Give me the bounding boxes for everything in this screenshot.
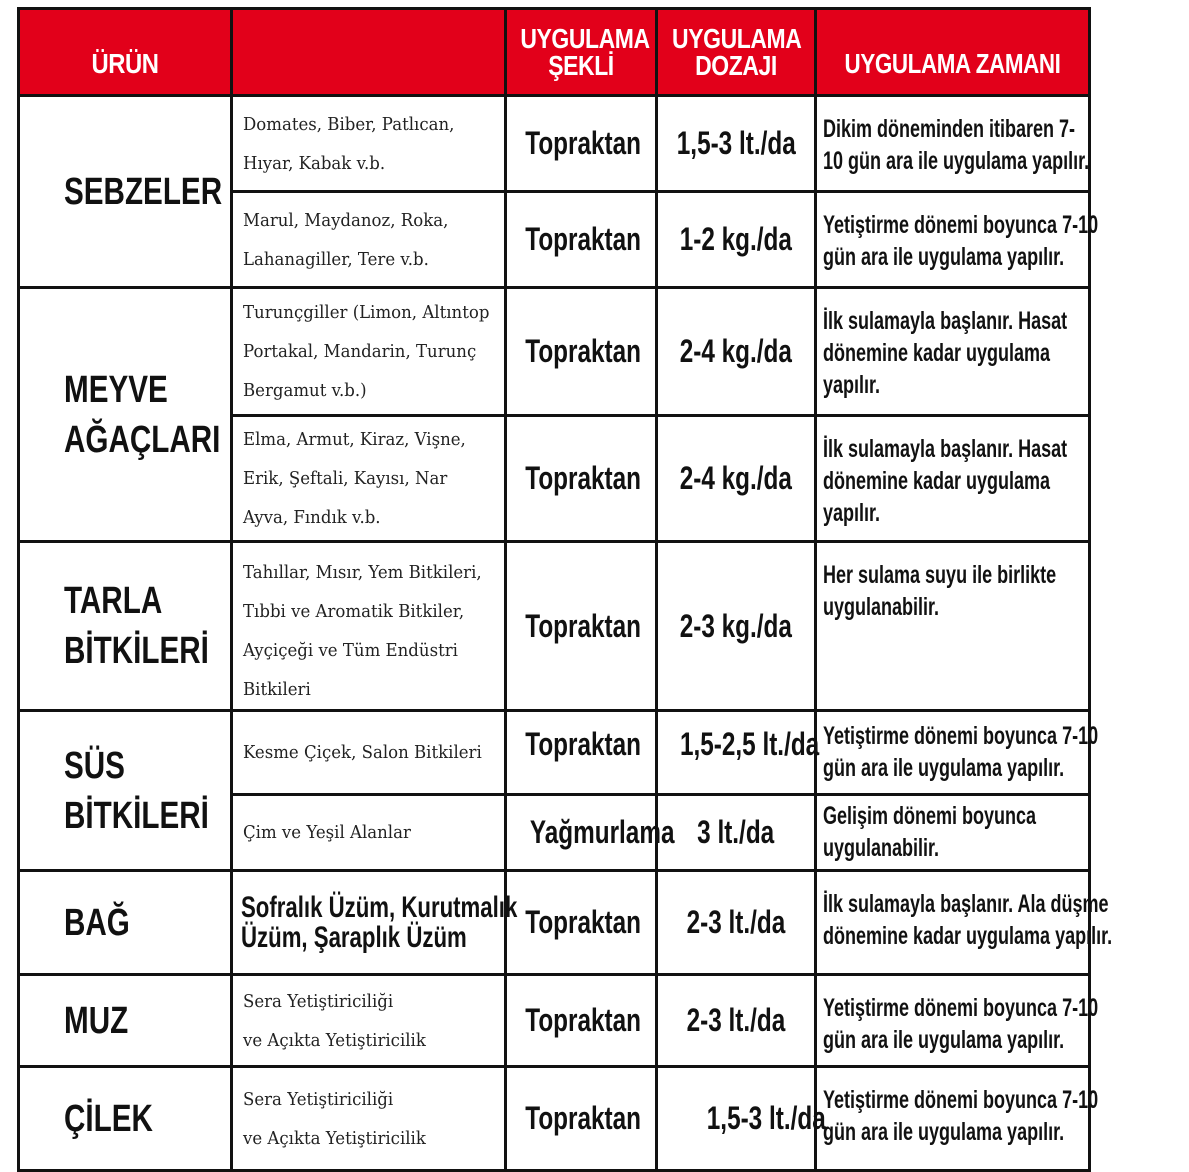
dose-cell: 3 lt./da bbox=[657, 795, 816, 871]
method-cell: Topraktan bbox=[506, 711, 657, 795]
method-cell: Topraktan bbox=[506, 416, 657, 542]
dose-cell: 1,5-2,5 lt./da bbox=[657, 711, 816, 795]
method-cell: Topraktan bbox=[506, 542, 657, 711]
time-cell: İlk sulamayla başlanır. Hasat dönemine kadar uygulama yapılır. bbox=[816, 288, 1090, 416]
crop-cell: Çim ve Yeşil Alanlar bbox=[232, 795, 506, 871]
group-sus-bitkileri: SÜS BİTKİLERİ bbox=[19, 711, 232, 871]
header-dose-line2: DOZAJI bbox=[695, 50, 777, 81]
table-row bbox=[19, 96, 1090, 192]
time-cell: Yetiştirme dönemi boyunca 7-10 gün ara ile uygulama yapılır. bbox=[816, 711, 1090, 795]
group-bag: BAĞ bbox=[19, 871, 232, 975]
time-cell: İlk sulamayla başlanır. Ala düşme dönemine kadar uygulama yapılır. bbox=[816, 871, 1090, 975]
crop-cell: Sera Yetiştiriciliği ve Açıkta Yetiştiricilik bbox=[232, 1067, 506, 1171]
time-cell: Yetiştirme dönemi boyunca 7-10 gün ara ile uygulama yapılır. bbox=[816, 1067, 1090, 1171]
method-cell: Topraktan bbox=[506, 288, 657, 416]
group-tarla-bitkileri: TARLA BİTKİLERİ bbox=[19, 542, 232, 711]
crop-cell: Marul, Maydanoz, Roka, Lahanagiller, Tere v.b. bbox=[232, 192, 506, 288]
dose-cell: 1,5-3 lt./da bbox=[657, 1067, 816, 1171]
table-row bbox=[19, 288, 1090, 416]
time-cell: İlk sulamayla başlanır. Hasat dönemine kadar uygulama yapılır. bbox=[816, 416, 1090, 542]
table-row bbox=[19, 711, 1090, 795]
method-cell: Topraktan bbox=[506, 975, 657, 1067]
table-row bbox=[19, 975, 1090, 1067]
group-sebzeler: SEBZELER bbox=[19, 96, 232, 288]
crop-cell: Kesme Çiçek, Salon Bitkileri bbox=[232, 711, 506, 795]
header-method bbox=[506, 9, 657, 96]
time-cell: Her sulama suyu ile birlikte uygulanabilir. bbox=[816, 542, 1090, 711]
dose-cell: 2-3 lt./da bbox=[657, 871, 816, 975]
crop-cell: Elma, Armut, Kiraz, Vişne, Erik, Şeftali, Kayısı, Nar Ayva, Fındık v.b. bbox=[232, 416, 506, 542]
header-method-line2: ŞEKLİ bbox=[548, 50, 614, 81]
dose-cell: 2-4 kg./da bbox=[657, 288, 816, 416]
header-method-line1: UYGULAMA bbox=[520, 23, 650, 54]
header-row bbox=[19, 9, 1090, 96]
header-product: ÜRÜN bbox=[19, 9, 232, 96]
group-muz: MUZ bbox=[19, 975, 232, 1067]
table-row bbox=[19, 542, 1090, 711]
crop-cell: Domates, Biber, Patlıcan, Hıyar, Kabak v.b. bbox=[232, 96, 506, 192]
method-cell: Topraktan bbox=[506, 96, 657, 192]
method-cell: Topraktan bbox=[506, 1067, 657, 1171]
crop-cell: Sofralık Üzüm, Kurutmalık Üzüm, Şaraplık Üzüm bbox=[232, 871, 506, 975]
dose-cell: 2-4 kg./da bbox=[657, 416, 816, 542]
dose-cell: 2-3 kg./da bbox=[657, 542, 816, 711]
dose-cell: 2-3 lt./da bbox=[657, 975, 816, 1067]
header-time: UYGULAMA ZAMANI bbox=[816, 9, 1090, 96]
table-row bbox=[19, 1067, 1090, 1171]
time-cell: Yetiştirme dönemi boyunca 7-10 gün ara ile uygulama yapılır. bbox=[816, 975, 1090, 1067]
group-cilek: ÇİLEK bbox=[19, 1067, 232, 1171]
crop-cell: Tahıllar, Mısır, Yem Bitkileri, Tıbbi ve Aromatik Bitkiler, Ayçiçeği ve Tüm Endüstri Bitkileri bbox=[232, 542, 506, 711]
time-cell: Yetiştirme dönemi boyunca 7-10 gün ara ile uygulama yapılır. bbox=[816, 192, 1090, 288]
application-schedule-table bbox=[17, 7, 1113, 1172]
crop-cell: Sera Yetiştiriciliği ve Açıkta Yetiştiricilik bbox=[232, 975, 506, 1067]
crop-cell: Turunçgiller (Limon, Altıntop Portakal, Mandarin, Turunç Bergamut v.b.) bbox=[232, 288, 506, 416]
time-cell: Gelişim dönemi boyunca uygulanabilir. bbox=[816, 795, 1090, 871]
method-cell: Topraktan bbox=[506, 871, 657, 975]
table-row bbox=[19, 871, 1090, 975]
method-cell: Topraktan bbox=[506, 192, 657, 288]
dose-cell: 1,5-3 lt./da bbox=[657, 96, 816, 192]
header-dose bbox=[657, 9, 816, 96]
application-table-page bbox=[17, 7, 1113, 1162]
time-cell: Dikim döneminden itibaren 7- 10 gün ara ile uygulama yapılır. bbox=[816, 96, 1090, 192]
header-dose-line1: UYGULAMA bbox=[672, 23, 802, 54]
group-meyve-agaclari: MEYVE AĞAÇLARI bbox=[19, 288, 232, 542]
method-cell: Yağmurlama bbox=[506, 795, 657, 871]
dose-cell: 1-2 kg./da bbox=[657, 192, 816, 288]
header-variety-blank bbox=[232, 9, 506, 96]
